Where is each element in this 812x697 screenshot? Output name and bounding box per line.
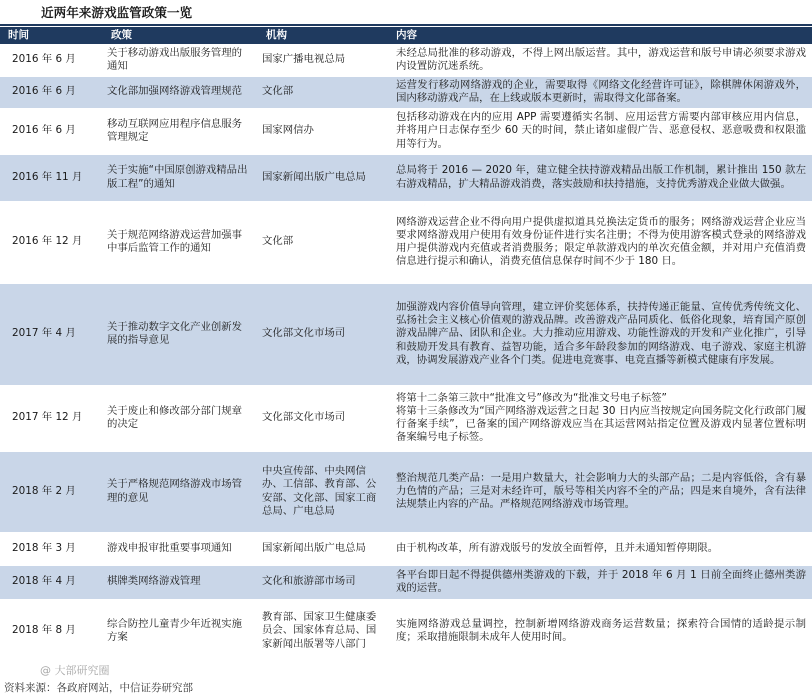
cell-content: 实施网络游戏总量调控，控制新增网络游戏商务运营数量；探索符合国情的适龄提示制度；采取措施限制未成年人使用时间。	[388, 599, 812, 663]
cell-content: 运营发行移动网络游戏的企业，需要取得《网络文化经营许可证》，除棋牌休闲游戏外，国内移动游戏产品，在上线或版本更新时，需取得文化部备案。	[388, 76, 812, 108]
cell-time: 2016 年 12 月	[0, 201, 103, 283]
table-row	[0, 154, 812, 201]
cell-time: 2016 年 11 月	[0, 154, 103, 201]
cell-policy: 关于规范网络游戏运营加强事中事后监管工作的通知	[103, 201, 258, 283]
cell-time: 2016 年 6 月	[0, 44, 103, 76]
cell-time: 2017 年 12 月	[0, 385, 103, 451]
cell-time: 2018 年 4 月	[0, 565, 103, 599]
cell-org: 文化部文化市场司	[258, 283, 388, 385]
cell-content: 未经总局批准的移动游戏，不得上网出版运营。其中，游戏运营和版号申请必须要求游戏内设置防沉迷系统。	[388, 44, 812, 76]
cell-time: 2018 年 8 月	[0, 599, 103, 663]
table-row	[0, 565, 812, 599]
policy-table	[0, 27, 812, 664]
cell-policy: 关于严格规范网络游戏市场管理的意见	[103, 451, 258, 532]
cell-org: 国家广播电视总局	[258, 44, 388, 76]
cell-content: 加强游戏内容价值导向管理，建立评价奖惩体系，扶持传递正能量、宣传优秀传统文化、弘扬社会主义核心价值观的游戏品牌。改善游戏产品同质化、低俗化现象，培育国产原创游戏品牌产品、团队和企业。大力推动应用游戏、功能性游戏的开发和产业化推广，引导和鼓励开发具有教育、益智功能，适合多年龄段参加的网络游戏、电子游戏、家庭主机游戏，协调发展游戏产业各个门类。促进电竞赛事、电竞直播等新模式健康有序发展。	[388, 283, 812, 385]
table-row	[0, 385, 812, 451]
header-org: 机构	[258, 27, 388, 44]
cell-org: 文化和旅游部市场司	[258, 565, 388, 599]
table-row	[0, 76, 812, 108]
cell-org: 国家新闻出版广电总局	[258, 532, 388, 565]
table-header-row	[0, 27, 812, 44]
cell-org: 国家新闻出版广电总局	[258, 154, 388, 201]
cell-policy: 关于实施“中国原创游戏精品出版工程”的通知	[103, 154, 258, 201]
header-content: 内容	[388, 27, 812, 44]
table-row	[0, 451, 812, 532]
cell-content: 包括移动游戏在内的应用 APP 需要遵循实名制、应用运营方需要内部审核应用内信息，并将用户日志保存至少 60 天的时间，禁止诸如虚假广告、恶意侵权、恶意吸费和权限滥用等行为。	[388, 108, 812, 154]
table-row	[0, 283, 812, 385]
cell-content: 整治规范几类产品：一是用户数量大，社会影响力大的头部产品；二是内容低俗，含有暴力色情的产品；三是对未经许可，版号等相关内容不全的产品；四是来自境外，含有法律法规禁止内容的产品。严格规范网络游戏市场管理。	[388, 451, 812, 532]
source-note: 资料来源：各政府网站，中信证券研究部	[4, 682, 193, 694]
cell-policy: 游戏申报审批重要事项通知	[103, 532, 258, 565]
cell-content: 由于机构改革，所有游戏版号的发放全面暂停，且并未通知暂停期限。	[388, 532, 812, 565]
header-policy: 政策	[103, 27, 258, 44]
cell-time: 2016 年 6 月	[0, 76, 103, 108]
watermark: @ 大部研究圈	[40, 664, 110, 677]
cell-policy: 关于移动游戏出版服务管理的通知	[103, 44, 258, 76]
table-row	[0, 599, 812, 663]
header-time: 时间	[0, 27, 103, 44]
cell-policy: 移动互联网应用程序信息服务管理规定	[103, 108, 258, 154]
table-row	[0, 201, 812, 283]
cell-content: 网络游戏运营企业不得向用户提供虚拟道具兑换法定货币的服务；网络游戏运营企业应当要求网络游戏用户使用有效身份证件进行实名注册；不得为使用游客模式登录的网络游戏用户提供游戏内充值或者消费服务；限定单款游戏内的单次充值金额，并对用户充值消费信息进行提示和确认，消费充值信息保存时间不少于 180 日。	[388, 201, 812, 283]
cell-policy: 关于废止和修改部分部门规章的决定	[103, 385, 258, 451]
cell-time: 2017 年 4 月	[0, 283, 103, 385]
cell-time: 2018 年 3 月	[0, 532, 103, 565]
table-row	[0, 108, 812, 154]
cell-org: 文化部	[258, 76, 388, 108]
cell-org: 文化部文化市场司	[258, 385, 388, 451]
table-row	[0, 532, 812, 565]
title-divider	[0, 24, 812, 26]
cell-policy: 棋牌类网络游戏管理	[103, 565, 258, 599]
cell-org: 中央宣传部、中央网信办、工信部、教育部、公安部、文化部、国家工商总局、广电总局	[258, 451, 388, 532]
cell-org: 国家网信办	[258, 108, 388, 154]
cell-content: 各平台即日起不得提供德州类游戏的下载，并于 2018 年 6 月 1 日前全面终止德州类游戏的运营。	[388, 565, 812, 599]
cell-policy: 关于推动数字文化产业创新发展的指导意见	[103, 283, 258, 385]
table-row	[0, 44, 812, 76]
cell-time: 2018 年 2 月	[0, 451, 103, 532]
cell-policy: 文化部加强网络游戏管理规范	[103, 76, 258, 108]
cell-content: 将第十二条第三款中“批准文号”修改为“批准文号电子标签” 将第十三条修改为“国产网络游戏运营之日起 30 日内应当按规定向国务院文化行政部门履行备案手续”，已备案的国产网络游戏应当在其运营网站指定位置及游戏内显著位置标明备案编号电子标签。	[388, 385, 812, 451]
cell-time: 2016 年 6 月	[0, 108, 103, 154]
cell-content: 总局将于 2016 — 2020 年，建立健全扶持游戏精品出版工作机制，累计推出 150 款左右游戏精品，扩大精品游戏消费，落实鼓励和扶持措施，支持优秀游戏企业做大做强。	[388, 154, 812, 201]
cell-org: 教育部、国家卫生健康委员会、国家体育总局、国家新闻出版署等八部门	[258, 599, 388, 663]
cell-policy: 综合防控儿童青少年近视实施方案	[103, 599, 258, 663]
page-title: 近两年来游戏监管政策一览	[41, 5, 193, 20]
cell-org: 文化部	[258, 201, 388, 283]
